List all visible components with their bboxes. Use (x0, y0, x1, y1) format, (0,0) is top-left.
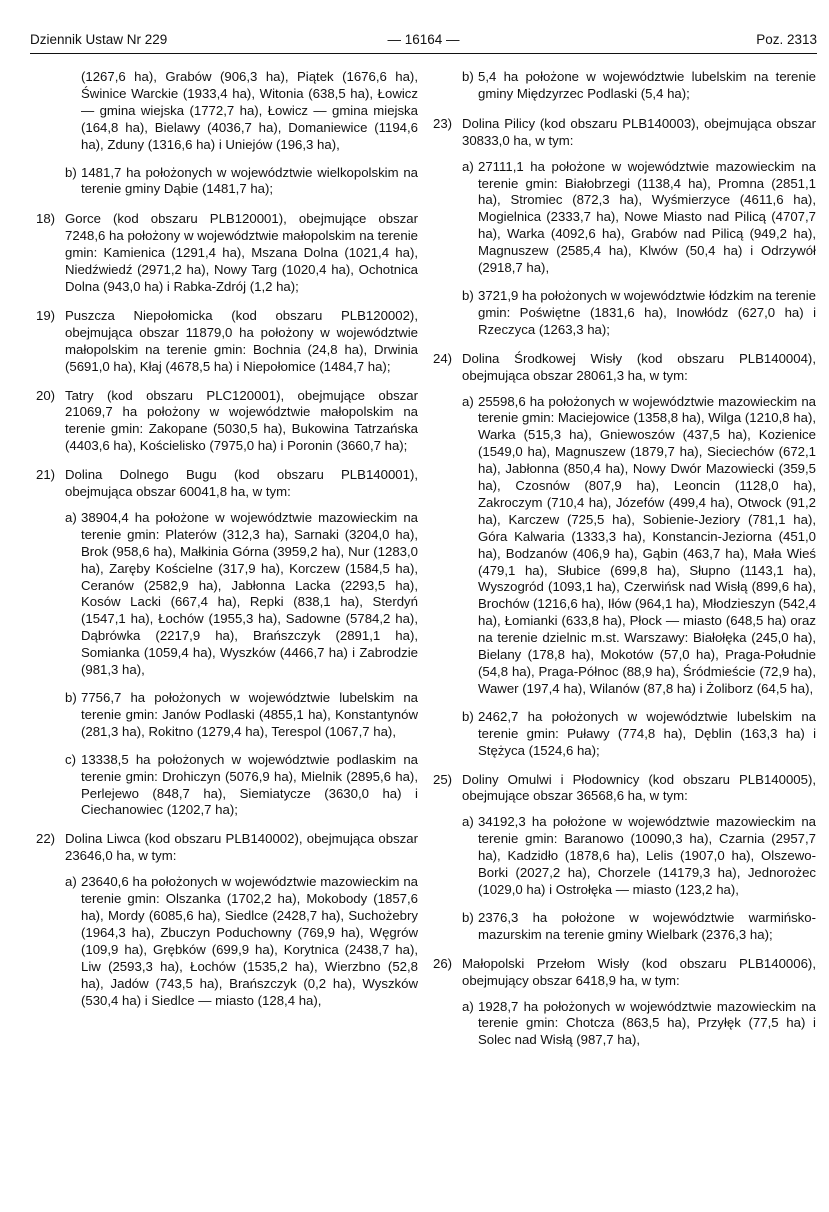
subitem-text: 1928,7 ha położonych w województwie mazowieckim na terenie gmin: Chotcza (863,5 ha), Przyłęk (77,5 ha) i Solec nad Wisłą (987,7 ha), (478, 998, 816, 1048)
subitem-letter: b) (462, 909, 474, 925)
item-text: Małopolski Przełom Wisły (kod obszaru PLB140006), obejmujący obszar 6418,9 ha, w tym: (462, 955, 816, 988)
subitem-text: 27111,1 ha położone w województwie mazowieckim na terenie gmin: Białobrzegi (1138,4 ha), Promna (2851,1 ha), Stromiec (872,3 ha), Wyśmierzyce (4611,6 ha), Mogielnica (2333,7 ha), Nowe Miasto nad Pilicą (4707,7 ha), Warka (4092,6 ha), Grabów nad Pilicą (949,2 ha), Magnuszew (2585,4 ha), Klwów (50,4 ha) i Odrzywół (2918,7 ha), (478, 158, 816, 276)
subitem-letter: a) (65, 509, 77, 525)
journal-title: Dziennik Ustaw Nr 229 (30, 32, 168, 47)
subitem-a (462, 394, 816, 698)
item-number: 26) (433, 955, 453, 971)
list-item-23 (433, 116, 816, 339)
subitem-letter: b) (462, 69, 474, 84)
page-header (30, 31, 817, 51)
list-item-24 (433, 351, 816, 760)
item-number: 24) (433, 350, 453, 366)
subitem-text: 2376,3 ha położone w województwie warmińsko-mazurskim na terenie gminy Wielbark (2376,3 ha); (478, 909, 816, 942)
item-text: Puszcza Niepołomicka (kod obszaru PLB120002), obejmująca obszar 11879,0 ha położony w województwie małopolskim na terenie gmin: Bochnia (24,8 ha), Drwinia (5691,0 ha), Kłaj (4678,5 ha) i Niepołomice (1484,7 ha); (65, 307, 418, 374)
item-number: 21) (36, 467, 56, 483)
subitem-text: 5,4 ha położone w województwie lubelskim na terenie gminy Międzyrzec Podlaski (5,4 ha); (478, 69, 816, 101)
continuation-subitem-b (462, 69, 816, 103)
subitem-text: 23640,6 ha położonych w województwie mazowieckim na terenie gmin: Olszanka (1702,2 ha), Mokobody (1857,6 ha), Mordy (6085,6 ha), Siedlce (2428,7 ha), Suchożebry (1964,3 ha), Zbuczyn Poduchowny (769,9 ha), Węgrów (109,9 ha), Grębków (699,9 ha), Korytnica (2438,7 ha), Liw (2593,3 ha), Łochów (1535,2 ha), Wierzbno (52,8 ha), Jadów (743,5 ha), Brańszczyk (0,2 ha), Wyszków (530,4 ha) i Siedlce — miasto (128,4 ha), (81, 874, 418, 1008)
subitem-letter: a) (462, 814, 474, 830)
subitem-a (65, 874, 418, 1009)
item-number: 25) (433, 771, 453, 787)
left-column (36, 69, 418, 1021)
item-text: Dolina Dolnego Bugu (kod obszaru PLB140001), obejmująca obszar 60041,8 ha, w tym: (65, 467, 418, 500)
subitem-b (462, 709, 816, 760)
subitem-letter: c) (65, 751, 76, 767)
item-text: Dolina Środkowej Wisły (kod obszaru PLB140004), obejmująca obszar 28061,3 ha, w tym: (462, 350, 816, 383)
subitem-b (65, 690, 418, 741)
continuation-subitem-b (65, 165, 418, 199)
subitem-b (462, 910, 816, 944)
page-number: — 16164 — (387, 32, 460, 47)
subitem-a (462, 999, 816, 1050)
list-item-25 (433, 772, 816, 944)
subitem-b (462, 288, 816, 339)
item-number: 19) (36, 307, 56, 323)
subitem-text: 38904,4 ha położone w województwie mazowieckim na terenie gmin: Platerów (312,3 ha), Sarnaki (3204,0 ha), Brok (958,6 ha), Małkinia Górna (3959,2 ha), Nur (1283,0 ha), Zaręby Kościelne (317,9 ha), Korczew (1584,5 ha), Ceranów (2582,9 ha), Jabłonna Lacka (2293,5 ha), Kosów Lacki (667,4 ha), Repki (838,1 ha), Sterdyń (1547,1 ha), Łochów (1955,3 ha), Sadowne (5784,2 ha), Dąbrówka (2217,9 ha), Brańszczyk (2891,1 ha), Somianka (1059,4 ha), Wyszków (4466,7 ha) i Zabrodzie (981,3 ha), (81, 509, 418, 678)
subitem-text: 25598,6 ha położonych w województwie mazowieckim na terenie gmin: Maciejowice (1358,8 ha), Wilga (1210,8 ha), Warka (515,3 ha), Gniewoszów (437,5 ha), Kozienice (1549,0 ha), Magnuszew (1879,7 ha), Sieciechów (672,1 ha), Jabłonna (850,4 ha), Nowy Dwór Mazowiecki (359,5 ha), Czosnów (807,9 ha), Leoncin (1128,0 ha), Zakroczym (710,4 ha), Józefów (499,4 ha), Otwock (91,2 ha), Karczew (725,5 ha), Sobienie-Jeziory (781,1 ha), Góra Kalwaria (1333,3 ha), Konstancin-Jeziorna (451,0 ha), Bodzanów (406,9 ha), Gąbin (463,7 ha), Mała Wieś (479,1 ha), Słubice (699,8 ha), Słupno (1143,1 ha), Wyszogród (1093,1 ha), Czerwińsk nad Wisłą (899,6 ha), Brochów (1216,6 ha), Iłów (964,1 ha), Młodzieszyn (542,4 ha), Łomianki (633,8 ha), Płock — miasto (648,5 ha) oraz na terenie dzielnic m.st. Warszawy: Białołęka (245,0 ha), Bielany (178,8 ha), Mokotów (57,0 ha), Praga-Południe (54,8 ha), Praga-Północ (88,9 ha), Śródmieście (72,9 ha), Wawer (197,4 ha), Wilanów (87,8 ha) i Żoliborz (64,5 ha), (478, 393, 816, 696)
right-column (433, 69, 816, 1061)
item-number: 23) (433, 115, 453, 131)
list-item-18 (36, 211, 418, 296)
subitem-text: 13338,5 ha położonych w województwie podlaskim na terenie gmin: Drohiczyn (5076,9 ha), Mielnik (2895,6 ha), Perlejewo (848,7 ha), Siemiatycze (3630,0 ha) i Ciechanowiec (1202,7 ha); (81, 751, 418, 818)
subitem-text: 1481,7 ha położonych w województwie wielkopolskim na terenie gminy Dąbie (1481,7 ha); (81, 164, 418, 197)
item-text: Tatry (kod obszaru PLC120001), obejmujące obszar 21069,7 ha położony w województwie małopolskim na terenie gmin: Zakopane (5030,5 ha), Bukowina Tatrzańska (4403,6 ha), Kościelisko (7975,0 ha) i Poronin (3660,7 ha); (65, 387, 418, 454)
subitem-letter: b) (65, 164, 77, 180)
item-text: Dolina Pilicy (kod obszaru PLB140003), obejmująca obszar 30833,0 ha, w tym: (462, 115, 816, 148)
list-item-19 (36, 308, 418, 376)
item-text: Doliny Omulwi i Płodownicy (kod obszaru PLB140005), obejmujące obszar 36568,6 ha, w tym: (462, 771, 816, 804)
subitem-text: 2462,7 ha położonych w województwie lubelskim na terenie gmin: Puławy (774,8 ha), Dęblin (163,3 ha) i Stężyca (1524,6 ha); (478, 708, 816, 758)
position-number: Poz. 2313 (756, 32, 817, 47)
subitem-text: 7756,7 ha położonych w województwie lubelskim na terenie gmin: Janów Podlaski (4855,1 ha), Konstantynów (281,3 ha), Rokitno (1279,4 ha), Terespol (1067,7 ha), (81, 690, 418, 739)
subitem-text: 3721,9 ha położonych w województwie łódzkim na terenie gmin: Poświętne (1831,6 ha), Inowłódz (627,0 ha) i Rzeczyca (1263,3 ha); (478, 287, 816, 337)
subitem-letter: a) (65, 874, 77, 890)
item-number: 18) (36, 211, 56, 227)
item-text: Dolina Liwca (kod obszaru PLB140002), obejmująca obszar 23646,0 ha, w tym: (65, 831, 418, 864)
subitem-a (65, 510, 418, 679)
list-item-21 (36, 467, 418, 819)
subitem-letter: a) (462, 158, 474, 174)
item-number: 20) (36, 387, 56, 403)
subitem-a (462, 159, 816, 277)
subitem-letter: b) (65, 690, 77, 705)
list-item-26 (433, 956, 816, 1050)
list-item-20 (36, 388, 418, 456)
list-item-22 (36, 831, 418, 1009)
subitem-letter: b) (462, 287, 474, 303)
header-rule (30, 53, 817, 54)
item-text: Gorce (kod obszaru PLB120001), obejmujące obszar 7248,6 ha położony w województwie małopolskim na terenie gmin: Kamienica (1291,4 ha), Mszana Dolna (1021,4 ha), Niedźwiedź (2971,2 ha), Nowy Targ (1020,4 ha), Ochotnica Dolna (943,0 ha) i Rabka-Zdrój (1,2 ha); (65, 211, 418, 294)
subitem-letter: a) (462, 998, 474, 1014)
subitem-text: 34192,3 ha położone w województwie mazowieckim na terenie gmin: Baranowo (10090,3 ha), Czarnia (2957,7 ha), Kadzidło (1878,6 ha), Lelis (1907,0 ha), Olszewo-Borki (2027,2 ha), Chorzele (14179,3 ha), Jednorożec (1029,0 ha) i Ostrołęka — miasto (123,2 ha), (478, 814, 816, 897)
subitem-a (462, 814, 816, 899)
subitem-c (65, 752, 418, 820)
item-number: 22) (36, 831, 56, 847)
subitem-letter: b) (462, 708, 474, 724)
subitem-letter: a) (462, 393, 474, 409)
continuation-text: (1267,6 ha), Grabów (906,3 ha), Piątek (1676,6 ha), Świnice Warckie (1933,4 ha), Witonia (638,5 ha), Łowicz — gmina wiejska (1772,7 ha), Łowicz — gmina miejska (164,8 ha), Bielawy (4036,7 ha), Domaniewice (1194,6 ha), Zduny (1316,6 ha) i Uniejów (196,3 ha), (81, 69, 418, 152)
